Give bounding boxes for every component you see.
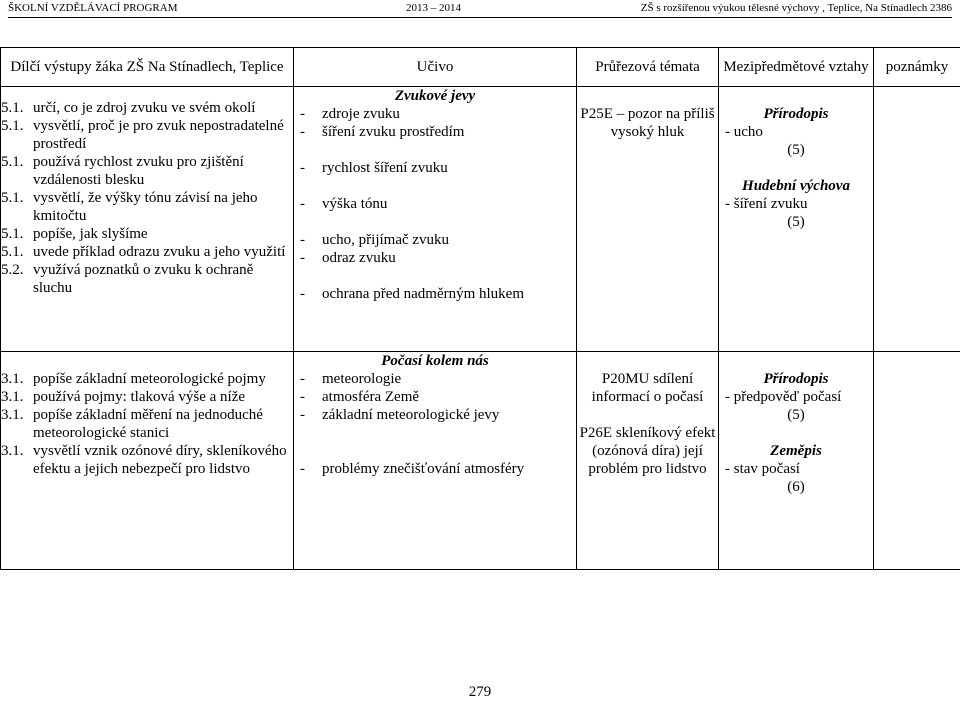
curriculum-item: - ochrana před nadměrným hlukem <box>300 286 525 302</box>
relation-subject: Přírodopis <box>763 371 829 387</box>
notes-cell <box>874 352 960 570</box>
col-header-outcomes: Dílčí výstupy žáka ZŠ Na Stínadlech, Teplice <box>1 48 294 87</box>
relation-subject: Hudební výchova <box>742 178 850 194</box>
curriculum-item: - rychlost šíření zvuku <box>300 160 448 176</box>
outcome-item: 5.1. popíše, jak slyšíme <box>1 226 148 242</box>
curriculum-cell <box>294 352 577 570</box>
col-header-curriculum: Učivo <box>294 48 577 87</box>
themes-cell <box>577 87 719 352</box>
curriculum-item: - šíření zvuku prostředím <box>300 124 465 140</box>
theme-item: P20MU sdílení informací o počasí <box>591 371 704 405</box>
curriculum-item: - meteorologie <box>300 371 402 387</box>
relation-code: (5) <box>787 214 805 230</box>
curriculum-cell <box>294 87 577 352</box>
relation-code: (5) <box>787 142 805 158</box>
table-row <box>1 87 960 352</box>
outcomes-cell <box>1 352 294 570</box>
outcome-item: 3.1. popíše základní meteorologické pojmy <box>1 371 266 387</box>
outcome-item: 3.1. popíše základní měření na jednoduché meteorologické stanici <box>1 407 263 441</box>
col-header-relations: Mezipředmětové vztahy <box>719 48 874 87</box>
curriculum-title: Zvukové jevy <box>394 88 476 104</box>
curriculum-table <box>0 47 960 570</box>
outcomes-cell <box>1 87 294 352</box>
curriculum-item: - atmosféra Země <box>300 389 420 405</box>
outcome-item: 5.1. určí, co je zdroj zvuku ve svém okolí <box>1 100 256 116</box>
outcome-item: 5.1. uvede příklad odrazu zvuku a jeho využití <box>1 244 286 260</box>
theme-item: P26E skleníkový efekt (ozónová díra) její problém pro lidstvo <box>579 425 716 477</box>
table-row <box>1 352 960 570</box>
outcome-item: 5.1. vysvětlí, že výšky tónu závisí na jeho kmitočtu <box>1 190 258 224</box>
relation-subject: Přírodopis <box>763 106 829 122</box>
theme-item: P25E – pozor na příliš vysoký hluk <box>580 106 715 140</box>
relation-item: - šíření zvuku <box>725 196 808 212</box>
header-right: ZŠ s rozšířenou výukou tělesné výchovy , Teplice, Na Stínadlech 2386 <box>640 2 952 14</box>
header-left: ŠKOLNÍ VZDĚLÁVACÍ PROGRAM <box>8 2 178 14</box>
outcome-item: 5.1. používá rychlost zvuku pro zjištění vzdálenosti blesku <box>1 154 244 188</box>
relation-subject: Zeměpis <box>770 443 822 459</box>
header-middle: 2013 – 2014 <box>406 2 461 14</box>
curriculum-item: - problémy znečišťování atmosféry <box>300 461 525 477</box>
curriculum-item: - základní meteorologické jevy <box>300 407 500 423</box>
relation-item: - ucho <box>725 124 763 140</box>
relation-code: (5) <box>787 407 805 423</box>
curriculum-title: Počasí kolem nás <box>381 353 489 369</box>
curriculum-item: - zdroje zvuku <box>300 106 400 122</box>
page-number: 279 <box>468 684 492 700</box>
outcome-item: 3.1. používá pojmy: tlaková výše a níže <box>1 389 246 405</box>
themes-cell <box>577 352 719 570</box>
outcome-item: 5.1. vysvětlí, proč je pro zvuk nepostradatelné prostředí <box>1 118 284 152</box>
curriculum-item: - odraz zvuku <box>300 250 396 266</box>
page-header <box>8 0 952 18</box>
outcome-item: 5.2. využívá poznatků o zvuku k ochraně sluchu <box>1 262 254 296</box>
table-header-row <box>1 48 960 87</box>
curriculum-item: - výška tónu <box>300 196 388 212</box>
relation-item: - předpověď počasí <box>725 389 842 405</box>
outcome-item: 3.1. vysvětlí vznik ozónové díry, skleníkového efektu a jejich nebezpečí pro lidstvo <box>1 443 287 477</box>
relations-cell <box>719 87 874 352</box>
relation-code: (6) <box>787 479 805 495</box>
col-header-themes: Průřezová témata <box>577 48 719 87</box>
notes-cell <box>874 87 960 352</box>
relations-cell <box>719 352 874 570</box>
relation-item: - stav počasí <box>725 461 800 477</box>
curriculum-item: - ucho, přijímač zvuku <box>300 232 450 248</box>
col-header-notes: poznámky <box>874 48 960 87</box>
